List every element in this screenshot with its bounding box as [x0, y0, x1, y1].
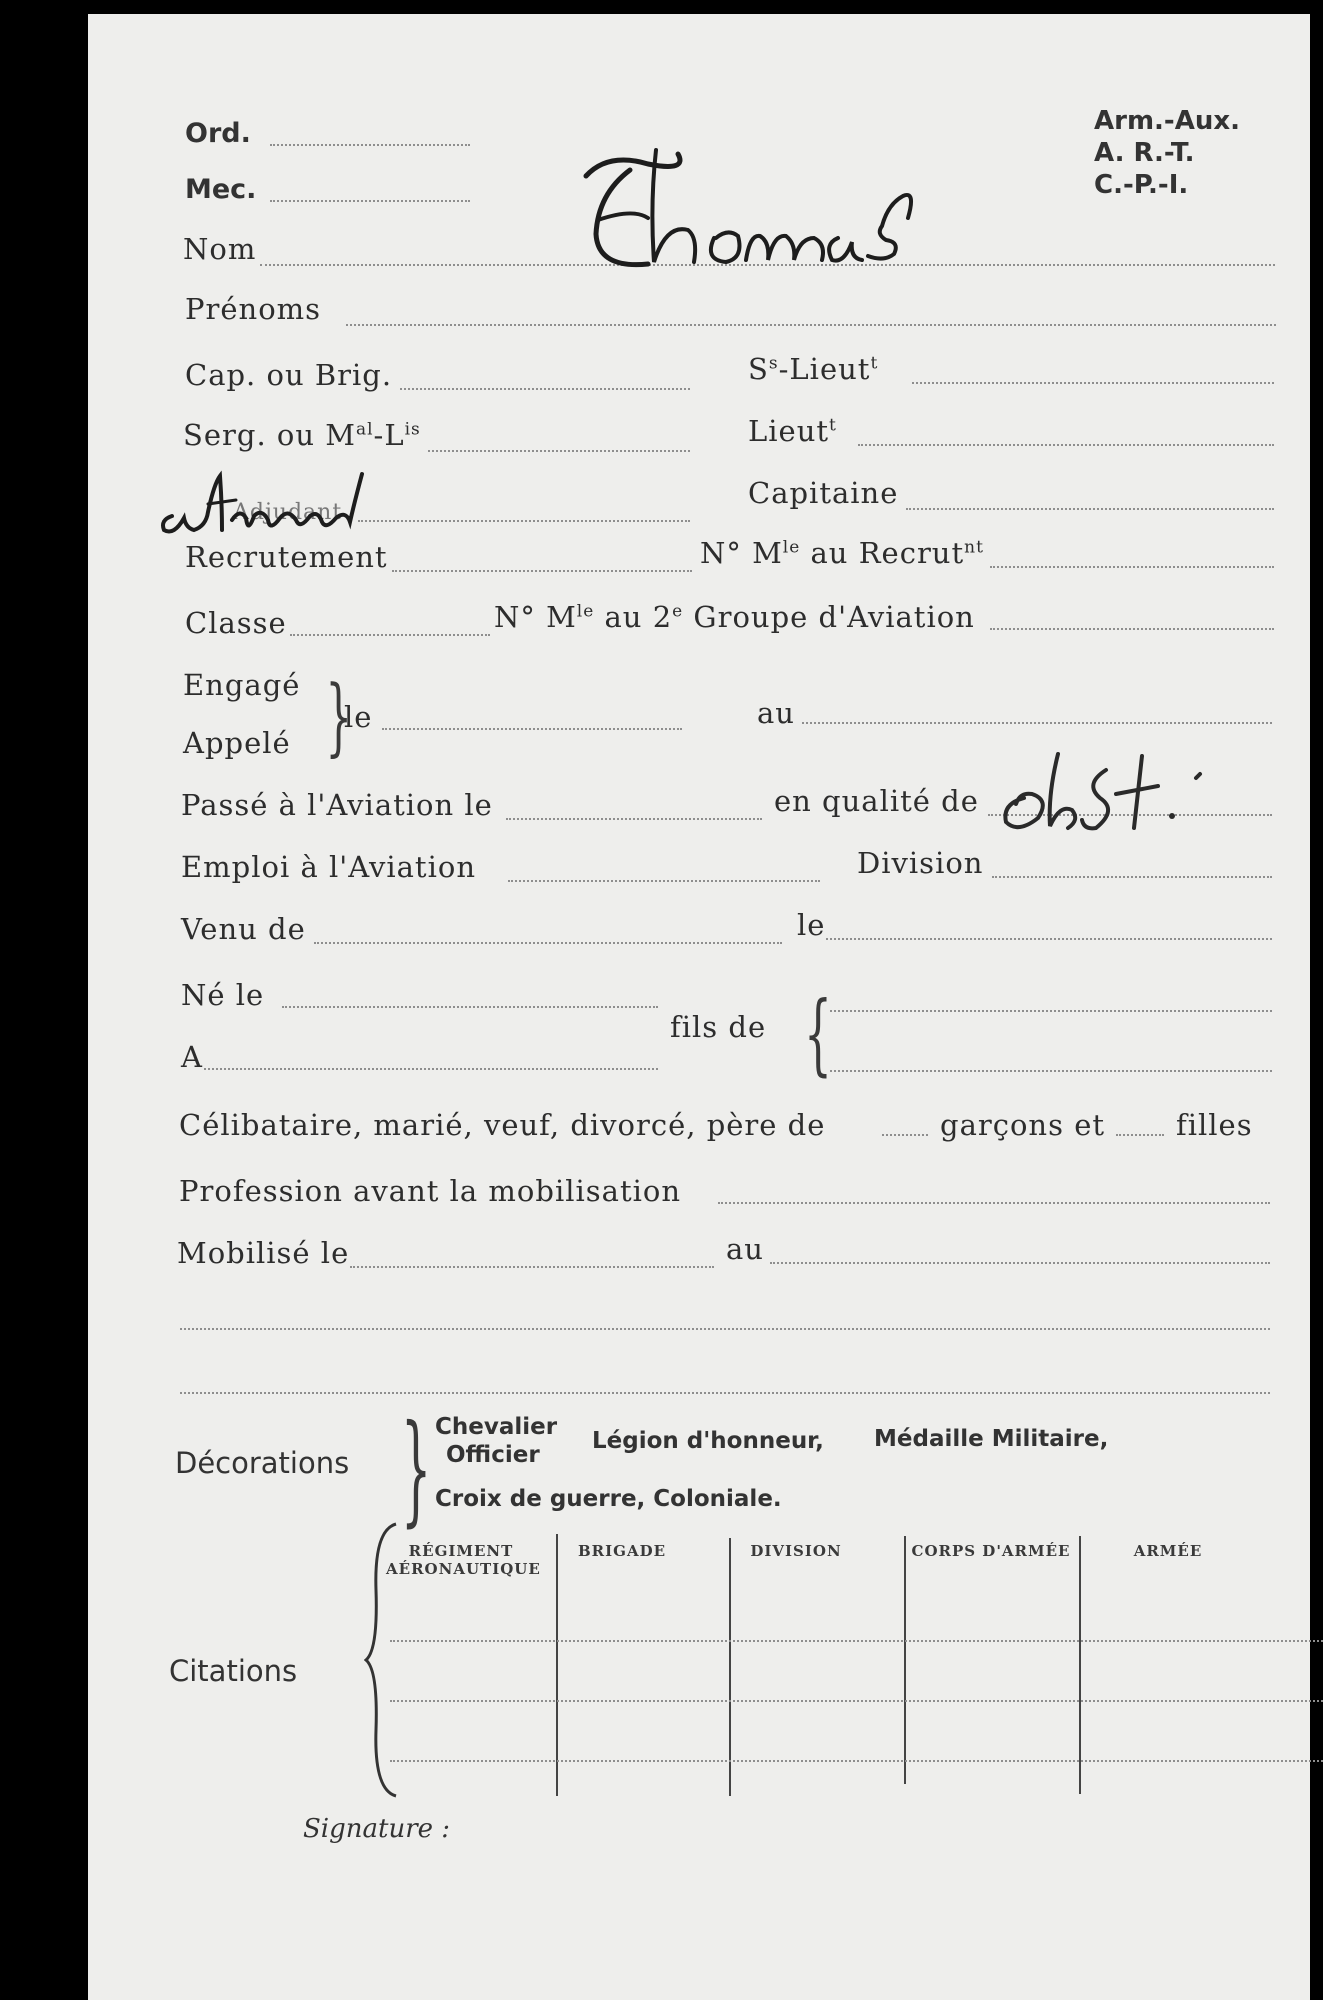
mec-line	[270, 200, 470, 202]
fils-de-brace: {	[804, 982, 832, 1085]
emploi-aviation-label: Emploi à l'Aviation	[181, 850, 476, 884]
ord-label: Ord.	[185, 118, 251, 149]
classe-label: Classe	[185, 606, 287, 640]
signature-label: Signature :	[303, 1814, 451, 1844]
engage-label: Engagé	[183, 668, 301, 702]
nom-label: Nom	[183, 232, 257, 266]
officier-label: Officier	[446, 1442, 540, 1468]
profession-line	[718, 1202, 1270, 1204]
cpi-label: C.-P.-I.	[1094, 170, 1189, 200]
lieut-label: Lieut$^t$	[748, 414, 837, 448]
engage-le-label: le	[344, 700, 373, 734]
no-mle-groupe-line	[990, 628, 1274, 630]
venu-de-line	[314, 942, 782, 944]
decorations-label: Décorations	[175, 1446, 350, 1480]
cap-brig-line	[400, 388, 690, 390]
handwritten-nom	[538, 134, 958, 294]
no-mle-recrut-label: N° $M^{le}$ au Recrut$^{nt}$	[700, 536, 984, 570]
decorations-brace: }	[400, 1400, 432, 1539]
col-divider-1	[556, 1534, 558, 1796]
garcons-label: garçons et	[940, 1108, 1106, 1142]
mobilise-le-label: Mobilisé le	[177, 1236, 350, 1270]
legion-honneur-label: Légion d'honneur,	[592, 1428, 824, 1454]
col-brigade-header: BRIGADE	[577, 1542, 667, 1560]
serg-label: Serg. ou $M^{al}-L^{is}$	[183, 418, 421, 452]
col-division-header: DIVISION	[750, 1542, 842, 1560]
handwritten-grade-text: adjudant	[150, 464, 155, 465]
emploi-aviation-line	[508, 880, 820, 882]
mobilise-au-line	[770, 1262, 1270, 1264]
mobilise-le-line	[350, 1266, 714, 1268]
s-lieut-label: $S^s-Lieut^t$	[748, 352, 879, 386]
ne-le-line	[282, 1006, 658, 1008]
venu-de-label: Venu de	[181, 912, 306, 946]
handwritten-grade	[150, 464, 390, 544]
fils-de-label: fils de	[670, 1010, 767, 1044]
capitaine-line	[906, 508, 1274, 510]
pere-line	[830, 1010, 1272, 1012]
division-label: Division	[857, 846, 984, 880]
serg-line	[428, 450, 690, 452]
no-mle-groupe-label: N° $M^{le}$ au 2e Groupe d'Aviation	[494, 600, 975, 634]
a-line	[204, 1068, 658, 1070]
passe-aviation-line	[506, 818, 762, 820]
recrutement-label: Recrutement	[185, 540, 388, 574]
no-mle-recrut-line	[990, 566, 1274, 568]
col-regiment-header: RÉGIMENT AÉRONAUTIQUE	[386, 1542, 541, 1578]
art-label: A. R.-T.	[1094, 138, 1195, 168]
venu-le-label: le	[797, 908, 826, 942]
citations-label: Citations	[169, 1654, 298, 1688]
handwritten-qualite-text: Obs.	[988, 734, 991, 735]
ord-line	[270, 144, 470, 146]
passe-aviation-label: Passé à l'Aviation le	[181, 788, 493, 822]
cap-brig-label: Cap. ou Brig.	[185, 358, 393, 392]
extra-line-2	[180, 1392, 1270, 1394]
personnel-record-card	[88, 14, 1310, 2000]
appele-label: Appelé	[183, 726, 291, 760]
col-divider-2	[729, 1538, 731, 1796]
chevalier-label: Chevalier	[435, 1414, 558, 1440]
croix-guerre-label: Croix de guerre, Coloniale.	[435, 1486, 782, 1512]
recrutement-line	[392, 570, 692, 572]
etat-civil-label: Célibataire, marié, veuf, divorcé, père de	[179, 1108, 826, 1142]
en-qualite-label: en qualité de	[774, 784, 979, 818]
garcons-line	[882, 1134, 928, 1136]
col-divider-4	[1079, 1536, 1081, 1794]
engage-le-line	[382, 728, 682, 730]
venu-le-line	[826, 938, 1272, 940]
col-divider-3	[904, 1536, 906, 1784]
mere-line	[830, 1070, 1272, 1072]
citations-row-line-3	[390, 1760, 1323, 1762]
adjudant-label: Adjudant	[233, 500, 343, 525]
extra-line-1	[180, 1328, 1270, 1330]
col-armee-header: ARMÉE	[1133, 1542, 1203, 1560]
engage-au-label: au	[757, 696, 795, 730]
mobilise-au-label: au	[726, 1232, 764, 1266]
engage-appele-brace: }	[325, 667, 353, 765]
classe-line	[290, 634, 490, 636]
citations-row-line-2	[390, 1700, 1323, 1702]
prenoms-line	[346, 324, 1276, 326]
citations-row-line-1	[390, 1640, 1323, 1642]
handwritten-qualite	[988, 734, 1228, 844]
engage-au-line	[802, 722, 1272, 724]
col-corps-armee-header: CORPS D'ARMÉE	[911, 1542, 1071, 1560]
filles-label: filles	[1176, 1108, 1253, 1142]
arm-aux-label: Arm.-Aux.	[1094, 106, 1240, 136]
ne-le-label: Né le	[181, 978, 265, 1012]
medaille-militaire-label: Médaille Militaire,	[874, 1426, 1109, 1452]
profession-label: Profession avant la mobilisation	[179, 1174, 682, 1208]
prenoms-label: Prénoms	[185, 292, 322, 326]
filles-line	[1116, 1134, 1164, 1136]
capitaine-label: Capitaine	[748, 476, 899, 510]
lieut-line	[858, 444, 1274, 446]
mec-label: Mec.	[185, 174, 257, 205]
handwritten-nom-text: Thomas	[538, 134, 542, 135]
a-label: A	[181, 1040, 203, 1074]
adjudant-line	[358, 520, 690, 522]
s-lieut-line	[912, 382, 1274, 384]
division-line	[992, 876, 1272, 878]
